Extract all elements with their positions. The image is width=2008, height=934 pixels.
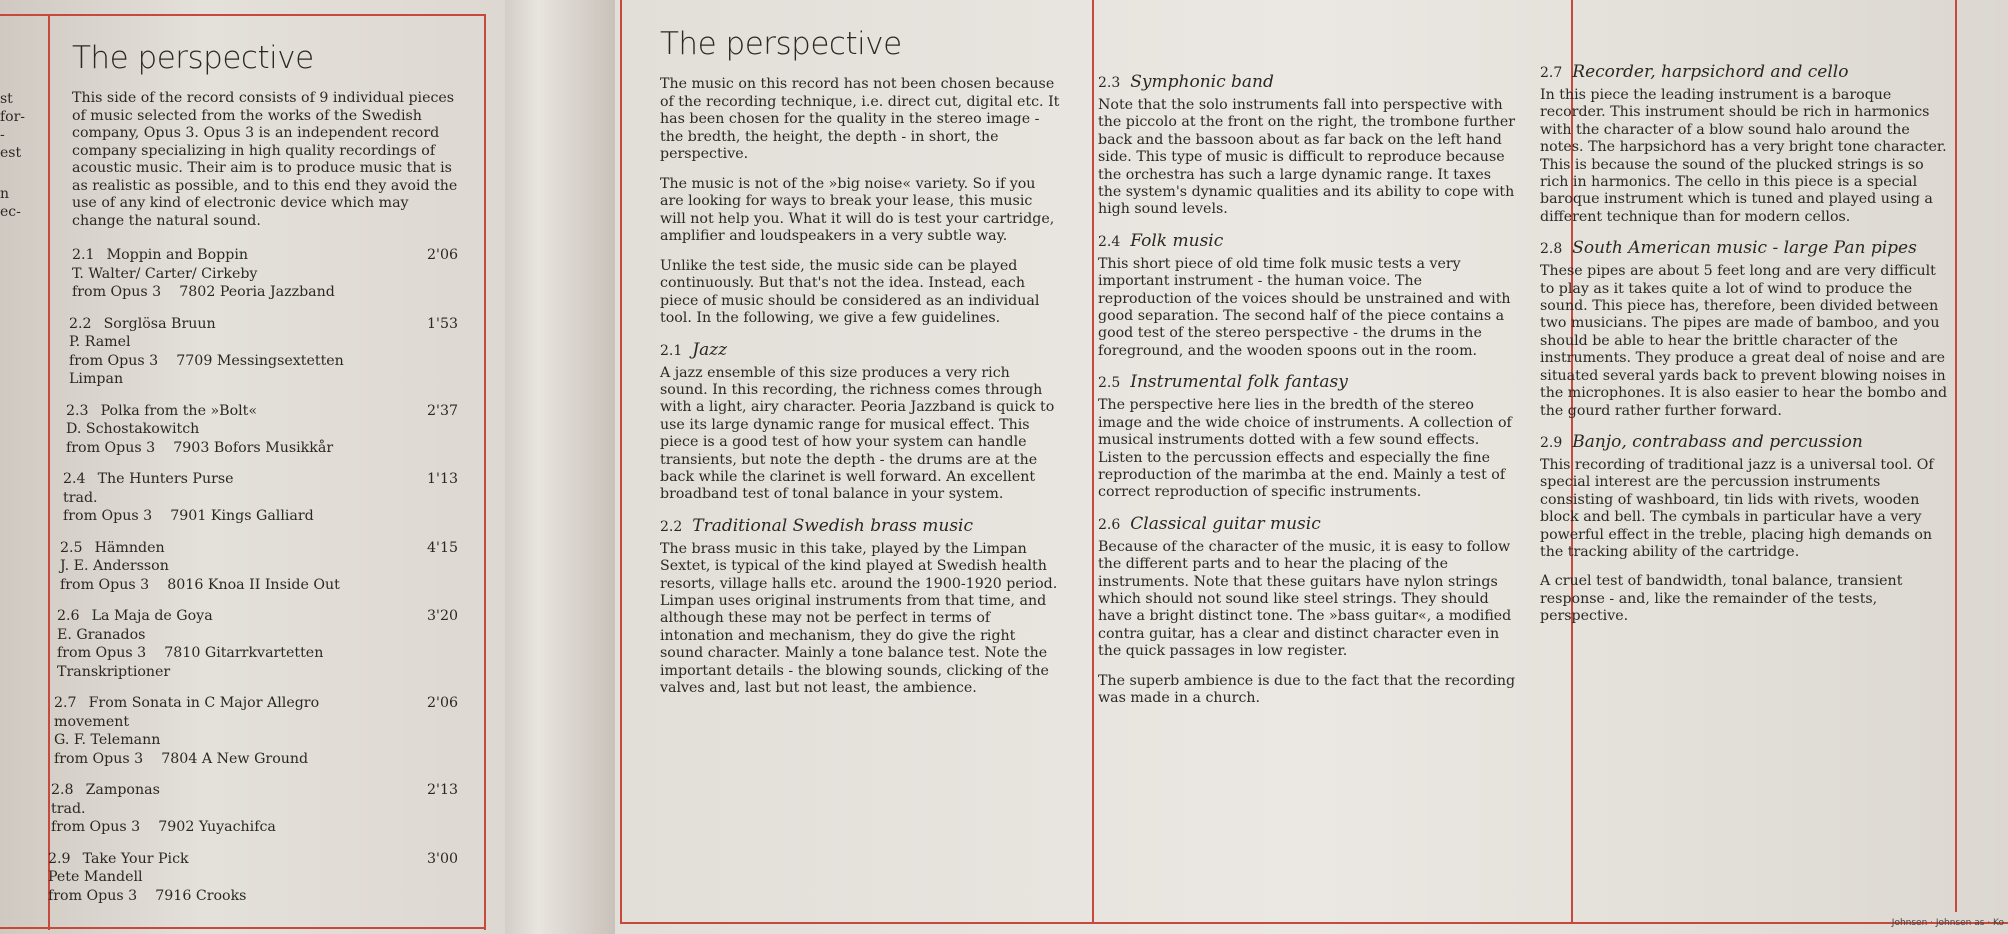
right-divider-3 (1955, 0, 1957, 912)
track-title: Take Your Pick (82, 850, 189, 867)
section-paragraph: The brass music in this take, played by the Limpan Sextet, is typical of the kind played at Swedish health resorts, village halls etc. around the 1900-1920 period. Limpan uses original instruments from that time, and although these may not be perfect in terms of intonation and mechanism, they do give the right sound character. Mainly a tone balance test. Note the important details - the blowing sounds, clicking of the valves and, last but not least, the ambience. (660, 540, 1058, 696)
section-heading (1098, 72, 1518, 93)
track-detail: E. Granados (57, 626, 146, 643)
guide-section (1540, 432, 1950, 626)
section-heading (660, 516, 1060, 537)
section-name: Folk music (1130, 230, 1224, 251)
right-panel-left-border (620, 0, 622, 924)
section-paragraph: The perspective here lies in the bredth of the stereo image and the wide choice of instruments. A collection of musical instruments dotted with a few sound effects. Listen to the percussion effects and especially the fine reproduction of the marimba at the end. Mainly a test of correct reproduction of specific instruments. (1098, 397, 1512, 501)
edge-fragment: st (0, 91, 13, 107)
track-item (60, 539, 458, 595)
guide-section (1098, 231, 1518, 360)
section-title: The perspective (660, 26, 902, 62)
section-paragraph: This recording of traditional jazz is a universal tool. Of special interest are the percussion instruments consisting of washboard, tin lids with rivets, wooden block and bell. The cymbals in particular have a very powerful effect in the treble, placing high demands on the tracking ability of the cartridge. (1540, 456, 1934, 560)
track-duration: 2'06 (427, 695, 458, 711)
track-detail: trad. (51, 800, 86, 817)
track-duration: 3'20 (427, 608, 458, 624)
section-paragraph: A jazz ensemble of this size produces a very rich sound. In this recording, the richness comes through with a light, airy character. Peoria Jazzband is quick to use its large dynamic range for musical effect. This piece is a good test of how your system can handle transients, but note the depth - the drums are at the back while the clarinet is well forward. An excellent broadband test of tonal balance in your system. (660, 364, 1055, 503)
track-number: 2.2 (69, 315, 92, 332)
section-name: Jazz (692, 339, 728, 360)
track-title: Hämnden (94, 539, 165, 556)
track-detail: from Opus 3 7810 Gitarrkvartetten (57, 645, 324, 661)
track-detail: from Opus 3 7709 Messingsextetten (69, 352, 344, 369)
intro-paragraph: This side of the record consists of 9 individual pieces of music selected from the works of the Swedish company, Opus 3. Opus 3 is an independent record company specializing in high quality recordings of acoustic music. Their aim is to produce music that is as realistic as possible, and to this end they avoid the use of any kind of electronic device which may change the natural sound. (72, 90, 458, 229)
track-heading (69, 315, 458, 334)
section-paragraph: A cruel test of bandwidth, tonal balance, transient response - and, like the remainder of the tests, perspective. (1540, 573, 1903, 625)
section-heading (1540, 432, 1950, 453)
col2-sections (1098, 72, 1518, 707)
printer-credit: Johnsen · Johnsen as · Ko (1891, 918, 2004, 928)
section-heading (1098, 372, 1518, 393)
track-number: 2.6 (57, 608, 80, 624)
edge-fragment: n (0, 186, 10, 202)
guide-section (660, 516, 1060, 698)
track-number: 2.1 (72, 247, 95, 263)
section-heading (1540, 238, 1950, 259)
section-name: Symphonic band (1130, 72, 1274, 92)
track-title: Zamponas (85, 782, 160, 798)
section-number: 2.2 (660, 518, 683, 535)
track-heading (72, 246, 458, 265)
track-heading (48, 850, 458, 869)
left-panel (48, 40, 458, 918)
track-item (63, 470, 458, 526)
section-paragraph: Note that the solo instruments fall into perspective with the piccolo at the front on the right, the trombone further back and the bassoon about as far back on the left hand side. This type of music is difficult to reproduce because the orchestra has such a large dynamic range. It taxes the system's dynamic qualities and its ability to cope with high sound levels. (1098, 97, 1515, 218)
track-detail: from Opus 3 8016 Knoa II Inside Out (60, 576, 340, 593)
column-3 (1540, 52, 1950, 638)
track-item (66, 402, 458, 458)
track-list (48, 246, 458, 905)
section-name: Classical guitar music (1130, 513, 1321, 534)
track-item (57, 607, 458, 681)
paragraph: The music is not of the »big noise« variety. So if you are looking for ways to break your lease, this music will not help you. What it will do is test your cartridge, amplifier and loudspeakers in a very subtle way. (660, 175, 1055, 244)
track-duration: 2'13 (427, 782, 458, 798)
guide-section (1540, 238, 1950, 420)
track-duration: 2'06 (427, 247, 458, 263)
track-title: From Sonata in C Major Allegro (88, 695, 320, 711)
track-title: The Hunters Purse (97, 471, 234, 487)
guide-section (1098, 372, 1518, 501)
track-detail: from Opus 3 7916 Crooks (48, 887, 247, 904)
section-paragraph: This short piece of old time folk music tests a very important instrument - the human voice. The reproduction of the voices should be unstrained and with good separation. The second half of the piece contains a good test of the stereo perspective - the drums in the foreground, and the wooden spoons out in the room. (1098, 255, 1511, 359)
track-title: Sorglösa Bruun (103, 315, 216, 332)
track-detail: Transkriptioner (57, 663, 171, 680)
section-number: 2.6 (1098, 516, 1121, 533)
section-name: Instrumental folk fantasy (1130, 372, 1348, 393)
gutter (505, 0, 615, 934)
track-detail: Limpan (69, 371, 124, 387)
section-heading (1098, 231, 1518, 252)
right-divider-1 (1092, 0, 1094, 924)
section-heading (1540, 62, 1950, 83)
track-detail: D. Schostakowitch (66, 421, 200, 437)
track-number: 2.3 (66, 402, 89, 419)
guide-section (660, 340, 1060, 504)
column-1 (660, 26, 1060, 709)
guide-section (1098, 514, 1518, 708)
column-2 (1098, 62, 1518, 719)
section-heading (1098, 514, 1518, 535)
track-number: 2.4 (63, 471, 86, 487)
section-paragraph: The superb ambience is due to the fact that the recording was made in a church. (1098, 672, 1516, 706)
track-duration: 4'15 (427, 539, 458, 556)
track-item (48, 850, 458, 906)
track-number: 2.8 (51, 782, 74, 798)
track-title: Polka from the »Bolt« (100, 402, 258, 419)
track-heading (60, 539, 458, 558)
section-paragraph: In this piece the leading instrument is a baroque recorder. This instrument should be rich in harmonics with the character of a blow sound halo around the notes. The harpsichord has a very bright tone character. This is because the sound of the plucked strings is so rich in harmonics. The cello in this piece is a special baroque instrument which is tuned and played using a different technique than for modern cellos. (1540, 87, 1947, 225)
right-panel-bottom-border (620, 922, 2008, 924)
track-item (54, 694, 458, 768)
track-detail: from Opus 3 7902 Yuyachifca (51, 819, 276, 835)
left-panel-bottom-border (0, 927, 486, 929)
track-detail: movement (54, 713, 130, 730)
track-detail: T. Walter/ Carter/ Cirkeby (72, 265, 258, 282)
track-heading (66, 402, 458, 421)
section-number: 2.1 (660, 342, 683, 359)
section-paragraph: Because of the character of the music, it is easy to follow the different parts and to hear the placing of the instruments. Note that these guitars have nylon strings which should not sound like steel strings. They should have a bright distinct tone. The »bass guitar«, a modified contra guitar, has a clear and distinct character even in the quick passages in low register. (1098, 538, 1512, 660)
track-detail: trad. (63, 489, 98, 506)
track-detail: from Opus 3 7804 A New Ground (54, 750, 309, 767)
col1-sections (660, 340, 1060, 698)
track-title: Moppin and Boppin (106, 247, 248, 263)
track-detail: from Opus 3 7903 Bofors Musikkår (66, 439, 334, 456)
section-name: Banjo, contrabass and percussion (1572, 431, 1863, 452)
section-name: South American music - large Pan pipes (1572, 238, 1917, 259)
track-heading (54, 694, 458, 713)
left-panel-right-border (484, 14, 486, 930)
edge-fragment: ec- (0, 204, 21, 220)
section-number: 2.7 (1540, 65, 1563, 81)
section-number: 2.3 (1098, 75, 1121, 91)
track-detail: G. F. Telemann (54, 732, 161, 748)
track-number: 2.7 (54, 695, 77, 711)
section-paragraph: These pipes are about 5 feet long and are very difficult to play as it takes quite a lot of wind to produce the sound. This piece has, therefore, been divided between two musicians. The pipes are made of bamboo, and you should be able to hear the brittle character of the instruments. They produce a great deal of noise and are situated several yards back to prevent blowing noises in the microphones. It is also easier to hear the bombo and the gourd rather further forward. (1540, 263, 1948, 419)
col3-sections (1540, 62, 1950, 626)
section-name: Recorder, harpsichord and cello (1572, 62, 1849, 82)
guide-section (1098, 72, 1518, 219)
section-number: 2.9 (1540, 434, 1563, 451)
track-heading (57, 607, 458, 626)
edge-fragment: est (0, 145, 22, 161)
track-duration: 3'00 (427, 850, 458, 867)
track-detail: J. E. Andersson (60, 558, 169, 574)
track-duration: 1'53 (427, 315, 458, 332)
track-item (69, 315, 458, 389)
edge-fragment: for- (0, 109, 26, 125)
guide-section (1540, 62, 1950, 226)
track-title: La Maja de Goya (91, 608, 213, 624)
track-detail: P. Ramel (69, 334, 131, 350)
track-detail: from Opus 3 7901 Kings Galliard (63, 508, 314, 524)
track-item (51, 781, 458, 837)
track-detail: Pete Mandell (48, 869, 143, 885)
track-number: 2.5 (60, 539, 83, 556)
track-heading (51, 781, 458, 800)
section-name: Traditional Swedish brass music (692, 515, 974, 536)
track-number: 2.9 (48, 850, 71, 867)
track-heading (63, 470, 458, 489)
section-number: 2.8 (1540, 241, 1563, 258)
left-panel-top-border (0, 14, 486, 16)
track-duration: 1'13 (427, 471, 458, 487)
paragraph: Unlike the test side, the music side can be played continuously. But that's not the idea. Instead, each piece of music should be considered as an individual tool. In the following, we give a few guidelines. (660, 257, 1040, 326)
track-duration: 2'37 (427, 402, 458, 419)
paragraph: The music on this record has not been chosen because of the recording technique, i.e. direct cut, digital etc. It has been chosen for the quality in the stereo image - the bredth, the height, the depth - in short, the perspective. (660, 76, 1060, 162)
section-heading (660, 340, 1060, 361)
section-number: 2.5 (1098, 375, 1121, 392)
track-detail: from Opus 3 7802 Peoria Jazzband (72, 284, 335, 300)
edge-fragment: - (0, 127, 5, 143)
section-number: 2.4 (1098, 233, 1121, 250)
page-title: The perspective (72, 40, 314, 76)
track-item (72, 246, 458, 302)
left-panel-divider (48, 14, 50, 930)
